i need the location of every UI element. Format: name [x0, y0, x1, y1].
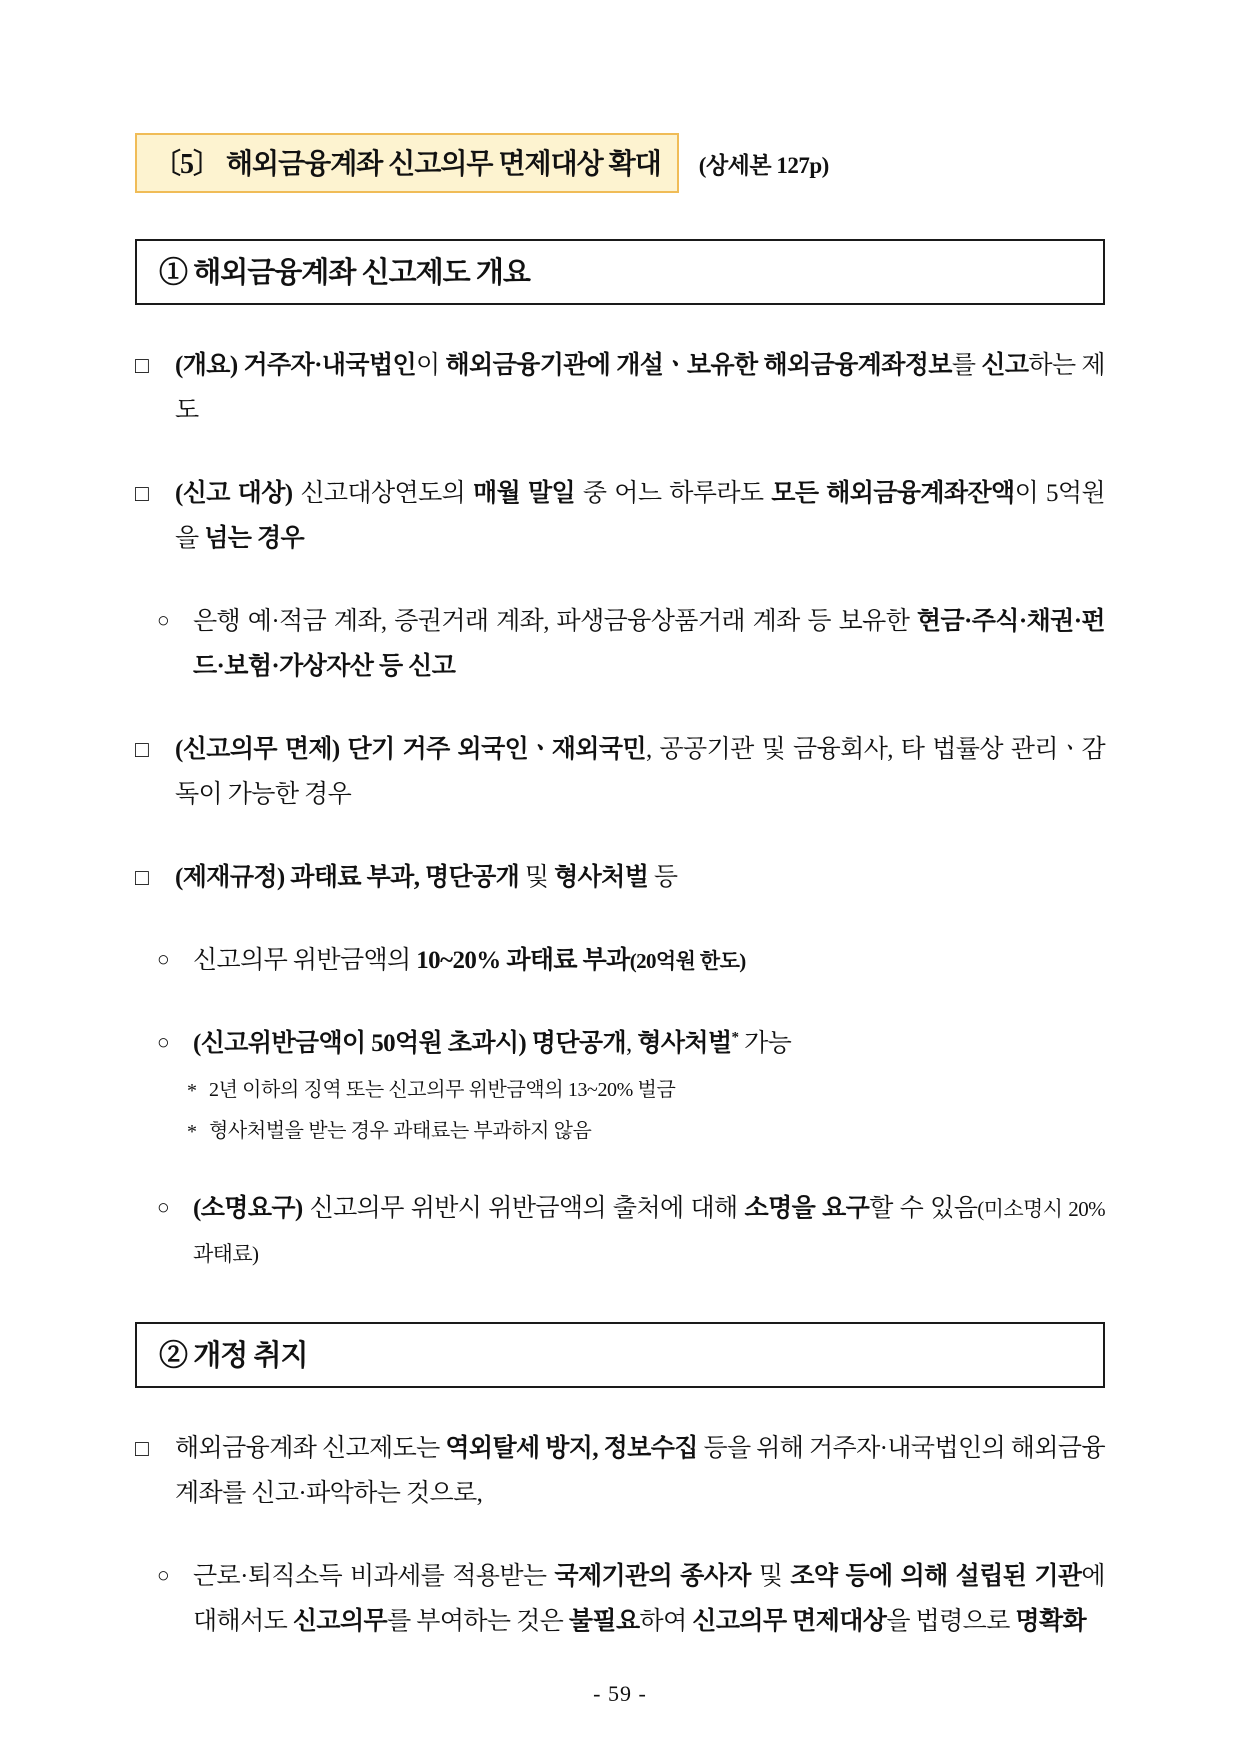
page-number: - 59 - — [593, 1681, 647, 1706]
content-blocks — [135, 239, 1105, 1644]
text-run: (소명요구) — [193, 1195, 310, 1222]
square-bullet-marker: □ — [135, 1436, 149, 1461]
text-run: 신고대상연도의 — [300, 480, 474, 507]
circle-bullet-marker: ○ — [157, 947, 170, 971]
text-run: 중 어느 하루라도 — [575, 480, 772, 507]
text-run: 을 법령으로 — [886, 1608, 1016, 1635]
text-run: 신고 — [981, 352, 1029, 379]
text-run: (제재규정) 과태료 부과, 명단공개 — [175, 864, 520, 891]
page-title: 〔5〕 해외금융계좌 신고의무 면제대상 확대 — [135, 133, 679, 193]
text-run: 신고의무 위반시 위반금액의 출처에 대해 — [309, 1195, 745, 1222]
text-run: 신고의무 — [292, 1608, 388, 1635]
text-run: 해외금융기관에 개설ㆍ보유한 해외금융계좌정보 — [445, 352, 952, 379]
text-run: , — [626, 1030, 638, 1057]
text-run: 넘는 경우 — [204, 525, 305, 552]
text-run: 불필요 — [568, 1608, 640, 1635]
text-run: (미소명시 20% 과태료) — [193, 1197, 1105, 1266]
paragraph-text — [193, 1554, 1105, 1644]
paragraph-text — [175, 471, 1105, 561]
text-run: 이 — [416, 352, 446, 379]
paragraph — [135, 471, 1105, 561]
paragraph — [135, 855, 1105, 900]
circle-bullet-marker: ○ — [157, 1563, 170, 1587]
paragraph-text — [193, 1021, 1105, 1066]
text-run: 신고의무 면제대상 — [692, 1608, 887, 1635]
text-run: 해외금융계좌 신고제도는 — [175, 1435, 446, 1462]
paragraph-text — [175, 855, 1105, 900]
paragraph-text — [193, 599, 1105, 689]
text-run: 하는 제도 — [175, 352, 1105, 424]
text-run: 매월 말일 — [473, 480, 576, 507]
text-run: 명확화 — [1015, 1608, 1087, 1635]
text-run: * — [731, 1029, 739, 1046]
text-run: 및 — [750, 1563, 791, 1590]
text-run: 형사처벌을 받는 경우 과태료는 부과하지 않음 — [209, 1120, 592, 1142]
square-bullet-marker: □ — [135, 865, 149, 890]
paragraph — [187, 1115, 1105, 1148]
text-run: 국제기관의 종사자 — [554, 1563, 751, 1590]
text-run: 를 — [951, 352, 982, 379]
asterisk-marker: * — [187, 1121, 197, 1143]
text-run: 조약 등에 의해 설립된 기관 — [790, 1563, 1082, 1590]
text-run: 등을 위해 거주자·내국법인의 해외금융계좌를 신고·파악하는 것으로, — [175, 1435, 1105, 1507]
paragraph-text — [193, 1186, 1105, 1276]
text-run: 형사처벌 — [554, 864, 649, 891]
paragraph-text — [209, 1074, 1105, 1107]
paragraph — [135, 343, 1105, 433]
paragraph — [157, 1186, 1105, 1276]
paragraph-text — [175, 727, 1105, 817]
text-run: 신고의무 위반금액의 — [193, 947, 417, 974]
text-run: 소명을 요구 — [744, 1195, 870, 1222]
text-run: , 공공기관 및 금융회사, 타 법률상 관리ㆍ감독이 가능한 경우 — [175, 736, 1105, 808]
text-run: (신고위반금액이 50억원 초과시) 명단공개 — [193, 1030, 627, 1057]
paragraph — [135, 1426, 1105, 1516]
text-run: 현금·주식·채권·펀드·보험·가상자산 등 신고 — [193, 608, 1105, 680]
text-run: (20억원 한도) — [629, 949, 746, 973]
text-run: (신고의무 면제) 단기 거주 외국인ㆍ재외국민 — [175, 736, 646, 763]
paragraph — [135, 727, 1105, 817]
text-run: 근로·퇴직소득 비과세를 적용받는 — [193, 1563, 555, 1590]
asterisk-marker: * — [187, 1080, 197, 1102]
paragraph — [157, 1021, 1105, 1066]
section-header: ① 해외금융계좌 신고제도 개요 — [135, 239, 1105, 305]
text-run: 할 수 있음 — [869, 1195, 978, 1222]
square-bullet-marker: □ — [135, 737, 149, 762]
circle-bullet-marker: ○ — [157, 1195, 170, 1219]
circle-bullet-marker: ○ — [157, 608, 170, 632]
text-run: 이 5억원을 — [175, 480, 1105, 552]
text-run: 등 — [648, 864, 678, 891]
paragraph-text — [175, 1426, 1105, 1516]
text-run: 역외탈세 방지, 정보수집 — [445, 1435, 698, 1462]
section-header: ② 개정 취지 — [135, 1322, 1105, 1388]
text-run: 은행 예·적금 계좌, 증권거래 계좌, 파생금융상품거래 계좌 등 보유한 — [193, 608, 917, 635]
paragraph-text — [209, 1115, 1105, 1148]
circle-bullet-marker: ○ — [157, 1030, 170, 1054]
paragraph — [157, 599, 1105, 689]
text-run: (개요) 거주자·내국법인 — [175, 352, 417, 379]
text-run: 를 부여하는 것은 — [387, 1608, 569, 1635]
text-run: 에 대해서도 — [193, 1563, 1105, 1635]
text-run: 2년 이하의 징역 또는 신고의무 위반금액의 13~20% 벌금 — [209, 1079, 676, 1101]
paragraph — [157, 1554, 1105, 1644]
text-run: 모든 해외금융계좌잔액 — [771, 480, 1015, 507]
square-bullet-marker: □ — [135, 481, 149, 506]
text-run: 10~20% 과태료 부과 — [416, 947, 630, 974]
text-run: 형사처벌 — [637, 1030, 732, 1057]
paragraph — [157, 938, 1105, 983]
paragraph — [187, 1074, 1105, 1107]
text-run: 가능 — [738, 1030, 792, 1057]
page-title-reference: (상세본 127p) — [698, 152, 829, 178]
title-row — [135, 133, 1105, 193]
text-run: (신고 대상) — [175, 480, 301, 507]
square-bullet-marker: □ — [135, 353, 149, 378]
paragraph-text — [193, 938, 1105, 983]
text-run: 및 — [519, 864, 555, 891]
paragraph-text — [175, 343, 1105, 433]
text-run: 하여 — [639, 1608, 693, 1635]
